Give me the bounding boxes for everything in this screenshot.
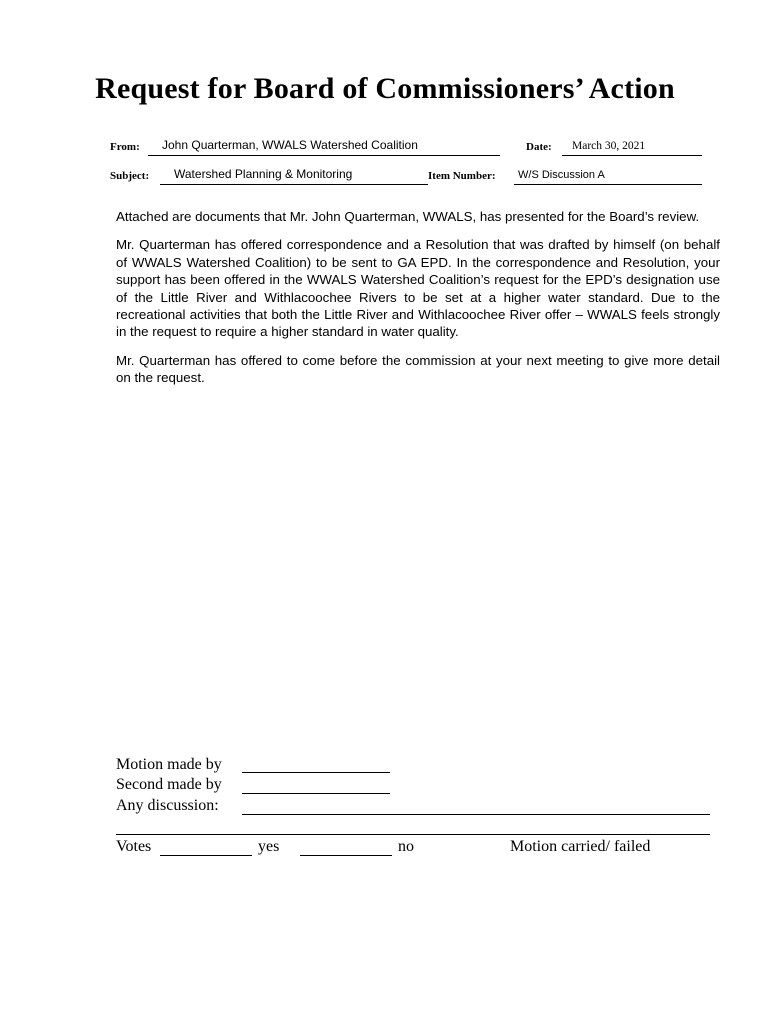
motion-carried-failed: Motion carried/ failed (510, 838, 651, 855)
from-value: John Quarterman, WWALS Watershed Coalition (162, 138, 418, 152)
any-discussion-label: Any discussion: (116, 797, 219, 814)
second-made-by-label: Second made by (116, 776, 222, 793)
no-label-wrap (398, 838, 414, 856)
subject-field (160, 164, 428, 185)
date-value: March 30, 2021 (572, 140, 646, 152)
motion-made-by-label: Motion made by (116, 756, 222, 773)
item-number-value: W/S Discussion A (518, 169, 605, 181)
subject-value: Watershed Planning & Monitoring (174, 167, 353, 181)
votes-row (116, 838, 151, 856)
paragraph-correspondence: Mr. Quarterman has offered correspondence and a Resolution that was drafted by himself (on behalf of WWALS Watershed Coalition) to be sent to GA EPD. In the correspondence and Resolution, your support has been offered in the WWALS Watershed Coalition’s request for the EPD’s designation use of the Little River and Withlacoochee Rivers to be set at a higher water standard. Due to the recreational activities that both the Little River and Withlacoochee River offer – WWALS feels strongly in the request to require a higher standard in water quality. (116, 237, 720, 340)
discussion-line-2 (116, 834, 710, 835)
subject-label: Subject: (110, 170, 150, 182)
motion-carried-wrap (510, 838, 650, 856)
no-label: no (398, 838, 414, 855)
second-made-by-line (242, 793, 390, 794)
second-made-by-row (116, 776, 222, 794)
from-date-row (110, 134, 710, 156)
votes-label: Votes (116, 838, 152, 855)
request-body (116, 208, 720, 398)
motion-made-by-row (116, 756, 222, 774)
yes-label: yes (258, 838, 280, 855)
page-title: Request for Board of Commissioners’ Action (95, 72, 675, 105)
votes-yes-line (160, 855, 252, 856)
date-label: Date: (526, 141, 552, 153)
paragraph-next-meeting: Mr. Quarterman has offered to come before the commission at your next meeting to give more detail on the request. (116, 352, 720, 386)
yes-label-wrap (258, 838, 279, 856)
item-number-field (514, 164, 702, 185)
any-discussion-line (242, 814, 710, 815)
item-number-label: Item Number: (428, 170, 496, 182)
votes-no-line (300, 855, 392, 856)
from-label: From: (110, 141, 140, 153)
paragraph-attached: Attached are documents that Mr. John Quarterman, WWALS, has presented for the Board’s review. (116, 209, 700, 224)
date-field (562, 135, 702, 156)
motion-section (116, 756, 716, 866)
from-field (148, 135, 500, 156)
any-discussion-row (116, 797, 219, 815)
motion-made-by-line (242, 772, 390, 773)
subject-item-row (110, 163, 710, 185)
